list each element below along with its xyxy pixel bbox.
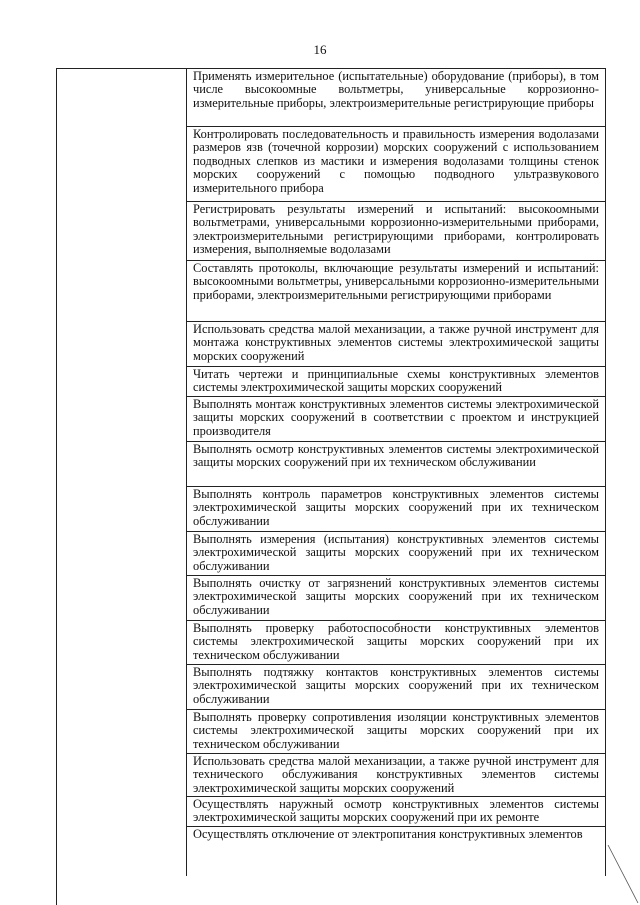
table-row: Выполнять очистку от загрязнений конструктивных элементов системы электрохимической защиты морских сооружений при их техническом обслуживании (187, 575, 605, 620)
table-row: Регистрировать результаты измерений и испытаний: высокоомными вольтметрами, универсальными коррозионно-измерительными приборами, электроизмерительными регистрирующими приборами, контролировать измерения, выполняемые водолазами (187, 201, 605, 260)
table-left-column (56, 68, 186, 905)
table-row: Применять измерительное (испытательные) оборудование (приборы), в том числе высокоомные вольтметры, универсальные коррозионно-измерительные приборы, электроизмерительные регистрирующие приборы (187, 68, 605, 126)
table-row: Составлять протоколы, включающие результаты измерений и испытаний: высокоомными вольтметры, универсальными коррозионно-измерительными приборами, электроизмерительными регистрирующими приборами (187, 260, 605, 321)
table-row: Выполнять подтяжку контактов конструктивных элементов системы электрохимической защиты морских сооружений при их техническом обслуживании (187, 664, 605, 709)
table-row: Выполнять монтаж конструктивных элементов системы электрохимической защиты морских сооружений в соответствии с проектом и инструкцией производителя (187, 396, 605, 441)
table-row: Осуществлять отключение от электропитания конструктивных элементов (187, 826, 605, 876)
scan-artifact (600, 845, 640, 905)
table-row: Выполнять осмотр конструктивных элементов системы электрохимической защиты морских сооружений при их техническом обслуживании (187, 441, 605, 486)
table-row: Выполнять контроль параметров конструктивных элементов системы электрохимической защиты морских сооружений при их техническом обслуживании (187, 486, 605, 531)
table-row: Читать чертежи и принципиальные схемы конструктивных элементов системы электрохимической защиты морских сооружений (187, 366, 605, 396)
table-row: Осуществлять наружный осмотр конструктивных элементов системы электрохимической защиты морских сооружений при их ремонте (187, 796, 605, 826)
table-row: Использовать средства малой механизации, а также ручной инструмент для монтажа конструктивных элементов системы электрохимической защиты морских сооружений (187, 321, 605, 366)
table-row: Выполнять проверку сопротивления изоляции конструктивных элементов системы электрохимической защиты морских сооружений при их техническом обслуживании (187, 709, 605, 753)
table-row: Контролировать последовательность и правильность измерения водолазами размеров язв (точечной коррозии) морских сооружений с использованием подводных слепков из мастики и измерения водолазами толщины стенок морских сооружений с помощью подводного ультразвукового измерительного прибора (187, 126, 605, 201)
skills-table (56, 68, 606, 905)
table-row: Выполнять проверку работоспособности конструктивных элементов системы электрохимической защиты морских сооружений при их техническом обслуживании (187, 620, 605, 664)
page-number: 16 (313, 42, 327, 57)
table-right-column (186, 68, 606, 876)
table-row: Использовать средства малой механизации, а также ручной инструмент для технического обслуживания конструктивных элементов системы электрохимической защиты морских сооружений (187, 753, 605, 796)
table-row: Выполнять измерения (испытания) конструктивных элементов системы электрохимической защиты морских сооружений при их техническом обслуживании (187, 531, 605, 575)
